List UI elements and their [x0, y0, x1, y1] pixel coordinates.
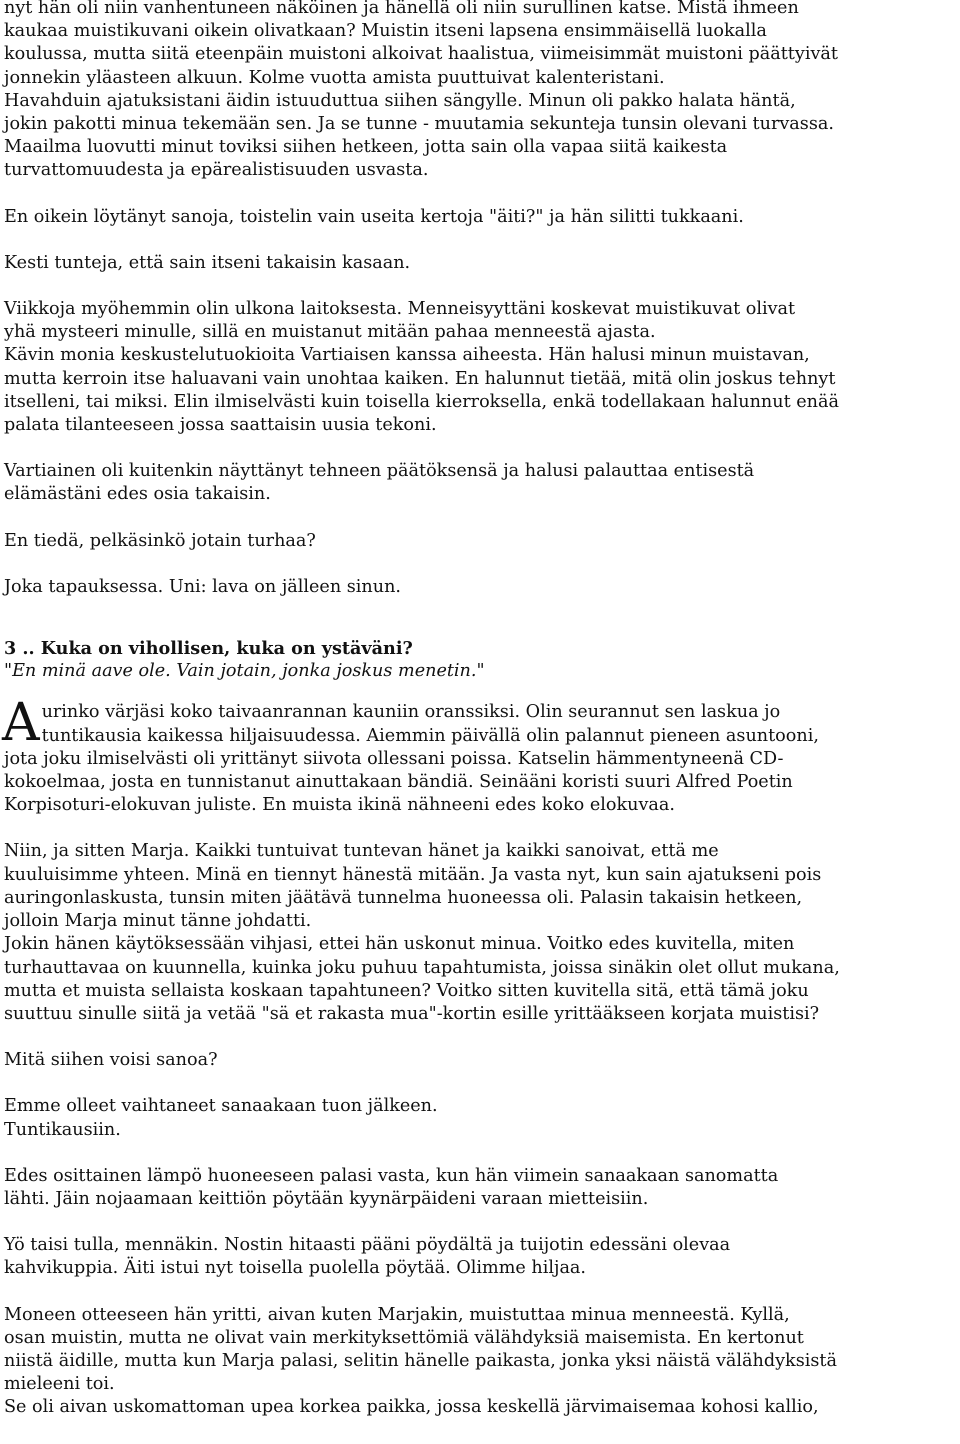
- paragraph-gap: [4, 817, 956, 840]
- paragraph-gap: [4, 275, 956, 298]
- chapter-subtitle: "En minä aave ole. Vain jotain, jonka joskus menetin.": [4, 661, 485, 682]
- paragraph-gap: [4, 437, 956, 460]
- paragraph: Viikkoja myöhemmin olin ulkona laitoksesta. Menneisyyttäni koskevat muistikuvat olivat yhä mysteeri minulle, sillä en muistanut mitään pahaa menneestä ajasta. Kävin monia keskustelutuokioita Vartiaisen kanssa aiheesta. Hän halusi minun muistavan, mutta kerroin itse haluavani vain unohtaa kaiken. En halunnut tietää, mitä olin joskus tehnyt itselleni, tai miksi. Elin ilmiselvästi kuin toisella kierroksella, enkä todellakaan halunnut enää palata tilanteeseen jossa saattaisin uusia tekoni.: [4, 299, 839, 436]
- paragraph-gap: [4, 1211, 956, 1234]
- paragraph: Edes osittainen lämpö huoneeseen palasi vasta, kun hän viimein sanaakaan sanomatta lähti. Jäin nojaamaan keittiön pöytään kyynärpäideni varaan mietteisiin.: [4, 1165, 779, 1209]
- dropcap-letter: A: [2, 693, 40, 754]
- paragraph-gap: [4, 1072, 956, 1095]
- paragraph-gap: [4, 1142, 956, 1165]
- paragraph: Emme olleet vaihtaneet sanaakaan tuon jälkeen. Tuntikausiin.: [4, 1096, 438, 1140]
- paragraph: Moneen otteeseen hän yritti, aivan kuten Marjakin, muistuttaa minua menneestä. Kyllä, osan muistin, mutta ne olivat vain merkityksettömiä välähdyksiä maisemista. En kertonut niistä äidille, mutta kun Marja palasi, selitin hänelle paikasta, jonka yksi näistä välähdyksistä mieleeni toi. Se oli aivan uskomattoman upea korkea paikka, jossa keskellä järvimaisemaa kohosi kallio,: [4, 1304, 837, 1418]
- text-before-chapter: [4, 0, 956, 599]
- paragraph-gap: [4, 1281, 956, 1304]
- document-page: [4, 0, 956, 1420]
- paragraph: nyt hän oli niin vanhentuneen näköinen ja hänellä oli niin surullinen katse. Mistä ihmeen kaukaa muistikuvani oikein olivatkaan? Muistin itseni lapsena ensimmäisellä luokalla koulussa, mutta siitä eteenpäin muistoni alkoivat haalistua, viimeisimmät muistoni päättyivät jonnekin yläasteen alkuun. Kolme vuotta amista puuttuivat kalenteristani. Havahduin ajatuksistani äidin istuuduttua siihen sängylle. Minun oli pakko halata häntä, jokin pakotti minua tekemään sen. Ja se tunne - muutamia sekunteja tunsin olevani turvassa. Maailma luovutti minut toviksi siihen hetkeen, jotta sain olla vapaa siitä kaikesta turvattomuudesta ja epärealistisuuden usvasta.: [4, 0, 838, 181]
- paragraph-gap: [4, 183, 956, 206]
- paragraph: Joka tapauksessa. Uni: lava on jälleen sinun.: [4, 576, 402, 597]
- dropcap-paragraph-text: urinko värjäsi koko taivaanrannan kauniin oranssiksi. Olin seurannut sen laskua jo tuntikausia kaikessa hiljaisuudessa. Aiemmin päivällä olin palannut pieneen asuntooni, jota joku ilmiselvästi oli yrittänyt siivota ollessani poissa. Katselin hämmentyneenä CD- kokoelmaa, josta en tunnistanut ainuttakaan bändiä. Seinääni koristi suuri Alfred Poetin Korpisoturi-elokuvan juliste. En muista ikinä nähneeni edes koko elokuvaa.: [4, 702, 819, 816]
- text-after-chapter-start: [4, 817, 956, 1419]
- paragraph: En oikein löytänyt sanoja, toistelin vain useita kertoja "äiti?" ja hän silitti tukkaani.: [4, 206, 744, 227]
- paragraph-gap: [4, 507, 956, 530]
- chapter-heading: 3 .. Kuka on vihollisen, kuka on ystäväni?: [4, 638, 413, 660]
- paragraph-gap: [4, 553, 956, 576]
- paragraph: Kesti tunteja, että sain itseni takaisin kasaan.: [4, 252, 411, 273]
- paragraph-gap: [4, 229, 956, 252]
- paragraph: Yö taisi tulla, mennäkin. Nostin hitaasti pääni pöydältä ja tuijotin edessäni olevaa kahvikuppia. Äiti istui nyt toisella puolella pöytää. Olimme hiljaa.: [4, 1235, 731, 1279]
- paragraph: En tiedä, pelkäsinkö jotain turhaa?: [4, 530, 316, 551]
- paragraph: Niin, ja sitten Marja. Kaikki tuntuivat tuntevan hänet ja kaikki sanoivat, että me kuuluisimme yhteen. Minä en tiennyt hänestä mitään. Ja vasta nyt, kun sain ajatukseni pois auringonlaskusta, tunsin miten jäätävä tunnelma huoneessa oli. Palasin takaisin hetkeen, jolloin Marja minut tänne johdatti. Jokin hänen käytöksessään vihjasi, ettei hän uskonut minua. Voitko edes kuvitella, miten turhauttavaa on kuunnella, kuinka joku puhuu tapahtumista, joissa sinäkin olet ollut mukana, mutta et muista sellaista koskaan tapahtuneen? Voitko sitten kuvitella sitä, että tämä joku suuttuu sinulle siitä ja vetää "sä et rakasta mua"-kortin esille yrittääkseen korjata muistisi?: [4, 841, 840, 1024]
- section-gap: [4, 599, 956, 637]
- dropcap-paragraph: [2, 693, 956, 817]
- paragraph-gap: [4, 1026, 956, 1049]
- paragraph: Mitä siihen voisi sanoa?: [4, 1050, 218, 1071]
- paragraph-gap: [4, 683, 956, 701]
- paragraph: Vartiainen oli kuitenkin näyttänyt tehneen päätöksensä ja halusi palauttaa entisestä elämästäni edes osia takaisin.: [4, 461, 755, 505]
